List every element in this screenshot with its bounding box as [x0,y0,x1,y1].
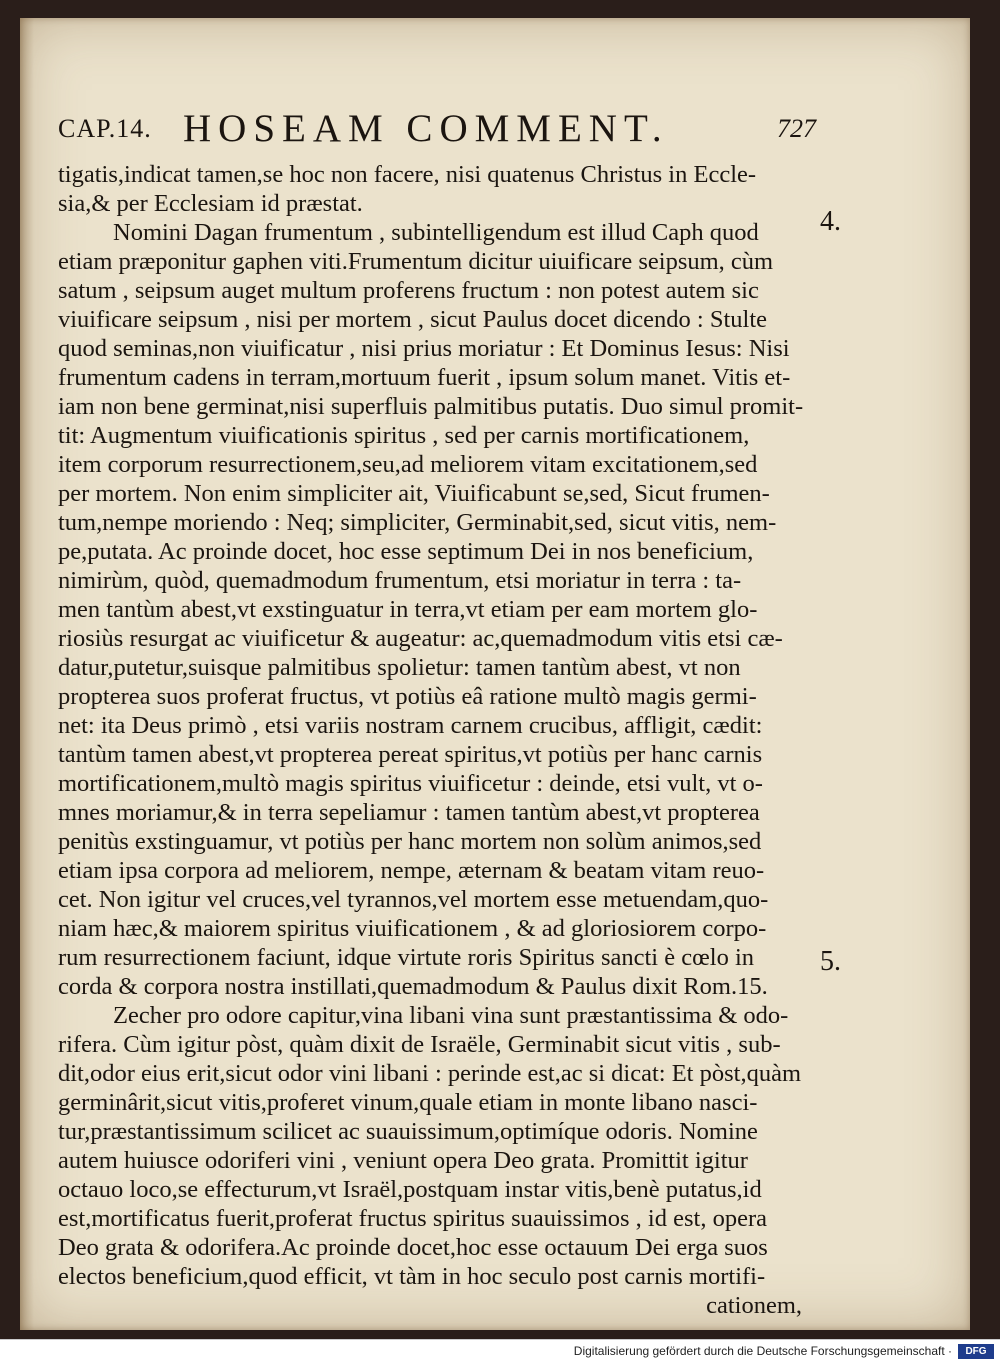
book-page [20,18,970,1330]
text-line: viuificare seipsum , nisi per mortem , sicut Paulus docet dicendo : Stulte [58,306,768,333]
text-line: satum , seipsum auget multum proferens fructum : non potest autem sic [58,277,759,304]
text-line: tum,nempe moriendo : Neq; simpliciter, Germinabit,sed, sicut vitis, nem- [58,509,777,536]
running-header [58,106,816,156]
body-text [58,160,810,1320]
text-line: mnes moriamur,& in terra sepeliamur : tamen tantùm abest,vt propterea [58,799,760,826]
text-line: Zecher pro odore capitur,vina libani vina sunt præstantissima & odo- [113,1002,789,1029]
text-line: nimirùm, quòd, quemadmodum frumentum, etsi moriatur in terra : ta- [58,567,742,594]
text-line: niam hæc,& maiorem spiritus viuificationem , & ad gloriosiorem corpo- [58,915,767,942]
funding-notice: Digitalisierung gefördert durch die Deutsche Forschungsgemeinschaft · [573,1344,952,1358]
text-line: tantùm tamen abest,vt propterea pereat spiritus,vt potiùs per hanc carnis [58,741,763,768]
text-line: item corporum resurrectionem,seu,ad meliorem vitam excitationem,sed [58,451,758,478]
text-line: germinârit,sicut vitis,proferet vinum,quale etiam in monte libano nasci- [58,1089,758,1116]
margin-number-4: 4. [820,206,841,237]
text-line: penitùs exstinguamur, vt potiùs per hanc mortem non solùm animos,sed [58,828,762,855]
text-line: Deo grata & odorifera.Ac proinde docet,hoc esse octauum Dei erga suos [58,1234,768,1261]
text-line: quod seminas,non viuificatur , nisi prius moriatur : Et Dominus Iesus: Nisi [58,335,790,362]
text-line: pe,putata. Ac proinde docet, hoc esse septimum Dei in nos beneficium, [58,538,754,565]
text-line: frumentum cadens in terram,mortuum fuerit , ipsum solum manet. Vitis et- [58,364,791,391]
text-line: iam non bene germinat,nisi superfluis palmitibus putatis. Duo simul promit- [58,393,804,420]
text-line: dit,odor eius erit,sicut odor vini libani : perinde est,ac si dicat: Et pòst,quàm [58,1060,802,1087]
text-line: riosiùs resurgat ac viuificetur & augeatur: ac,quemadmodum vitis etsi cæ- [58,625,783,652]
text-line: rifera. Cùm igitur pòst, quàm dixit de Israële, Germinabit sicut vitis , sub- [58,1031,781,1058]
text-line: tigatis,indicat tamen,se hoc non facere, nisi quatenus Christus in Eccle- [58,161,757,188]
text-line: men tantùm abest,vt exstinguatur in terra,vt etiam per eam mortem glo- [58,596,758,623]
text-line: cet. Non igitur vel cruces,vel tyrannos,vel mortem esse metuendam,quo- [58,886,769,913]
running-title: HOSEAM COMMENT. [183,107,669,150]
text-line: sia,& per Ecclesiam id præstat. [58,190,363,217]
margin-number-5: 5. [820,946,841,977]
text-line: octauo loco,se effecturum,vt Israël,postquam instar vitis,benè putatus,id [58,1176,762,1203]
text-line: autem huiusce odoriferi vini , veniunt opera Deo grata. Promittit igitur [58,1147,748,1174]
chapter-label: CAP.14. [58,114,152,143]
text-line: per mortem. Non enim simpliciter ait, Viuificabunt se,sed, Sicut frumen- [58,480,770,507]
text-line: mortificationem,multò magis spiritus viuificetur : deinde, etsi vult, vt o- [58,770,763,797]
text-line: electos beneficium,quod efficit, vt tàm in hoc seculo post carnis mortifi- [58,1263,766,1290]
text-line: propterea suos proferat fructus, vt potiùs eâ ratione multò magis germi- [58,683,757,710]
page-number: 727 [777,114,816,143]
text-line: rum resurrectionem faciunt, idque virtute roris Spiritus sancti è cœlo in [58,944,755,971]
text-line: tit: Augmentum viuificationis spiritus , sed per carnis mortificationem, [58,422,750,449]
dfg-logo: DFG [958,1344,994,1359]
text-line: Nomini Dagan frumentum , subintelligendum est illud Caph quod [113,219,759,246]
digitization-footer [0,1339,1000,1364]
text-line: datur,putetur,suisque palmitibus spolietur: tamen tantùm abest, vt non [58,654,741,681]
text-line: est,mortificatus fuerit,proferat fructus spiritus suauissimos , id est, opera [58,1205,767,1232]
text-line: net: ita Deus primò , etsi variis nostram carnem crucibus, affligit, cædit: [58,712,763,739]
text-line: etiam ipsa corpora ad meliorem, nempe, æternam & beatam vitam reuo- [58,857,765,884]
catchword: cationem, [706,1292,802,1319]
text-line: tur,præstantissimum scilicet ac suauissimum,optimíque odoris. Nomine [58,1118,758,1145]
text-line: etiam præponitur gaphen viti.Frumentum dicitur uiuificare seipsum, cùm [58,248,774,275]
text-line: corda & corpora nostra instillati,quemadmodum & Paulus dixit Rom.15. [58,973,768,1000]
